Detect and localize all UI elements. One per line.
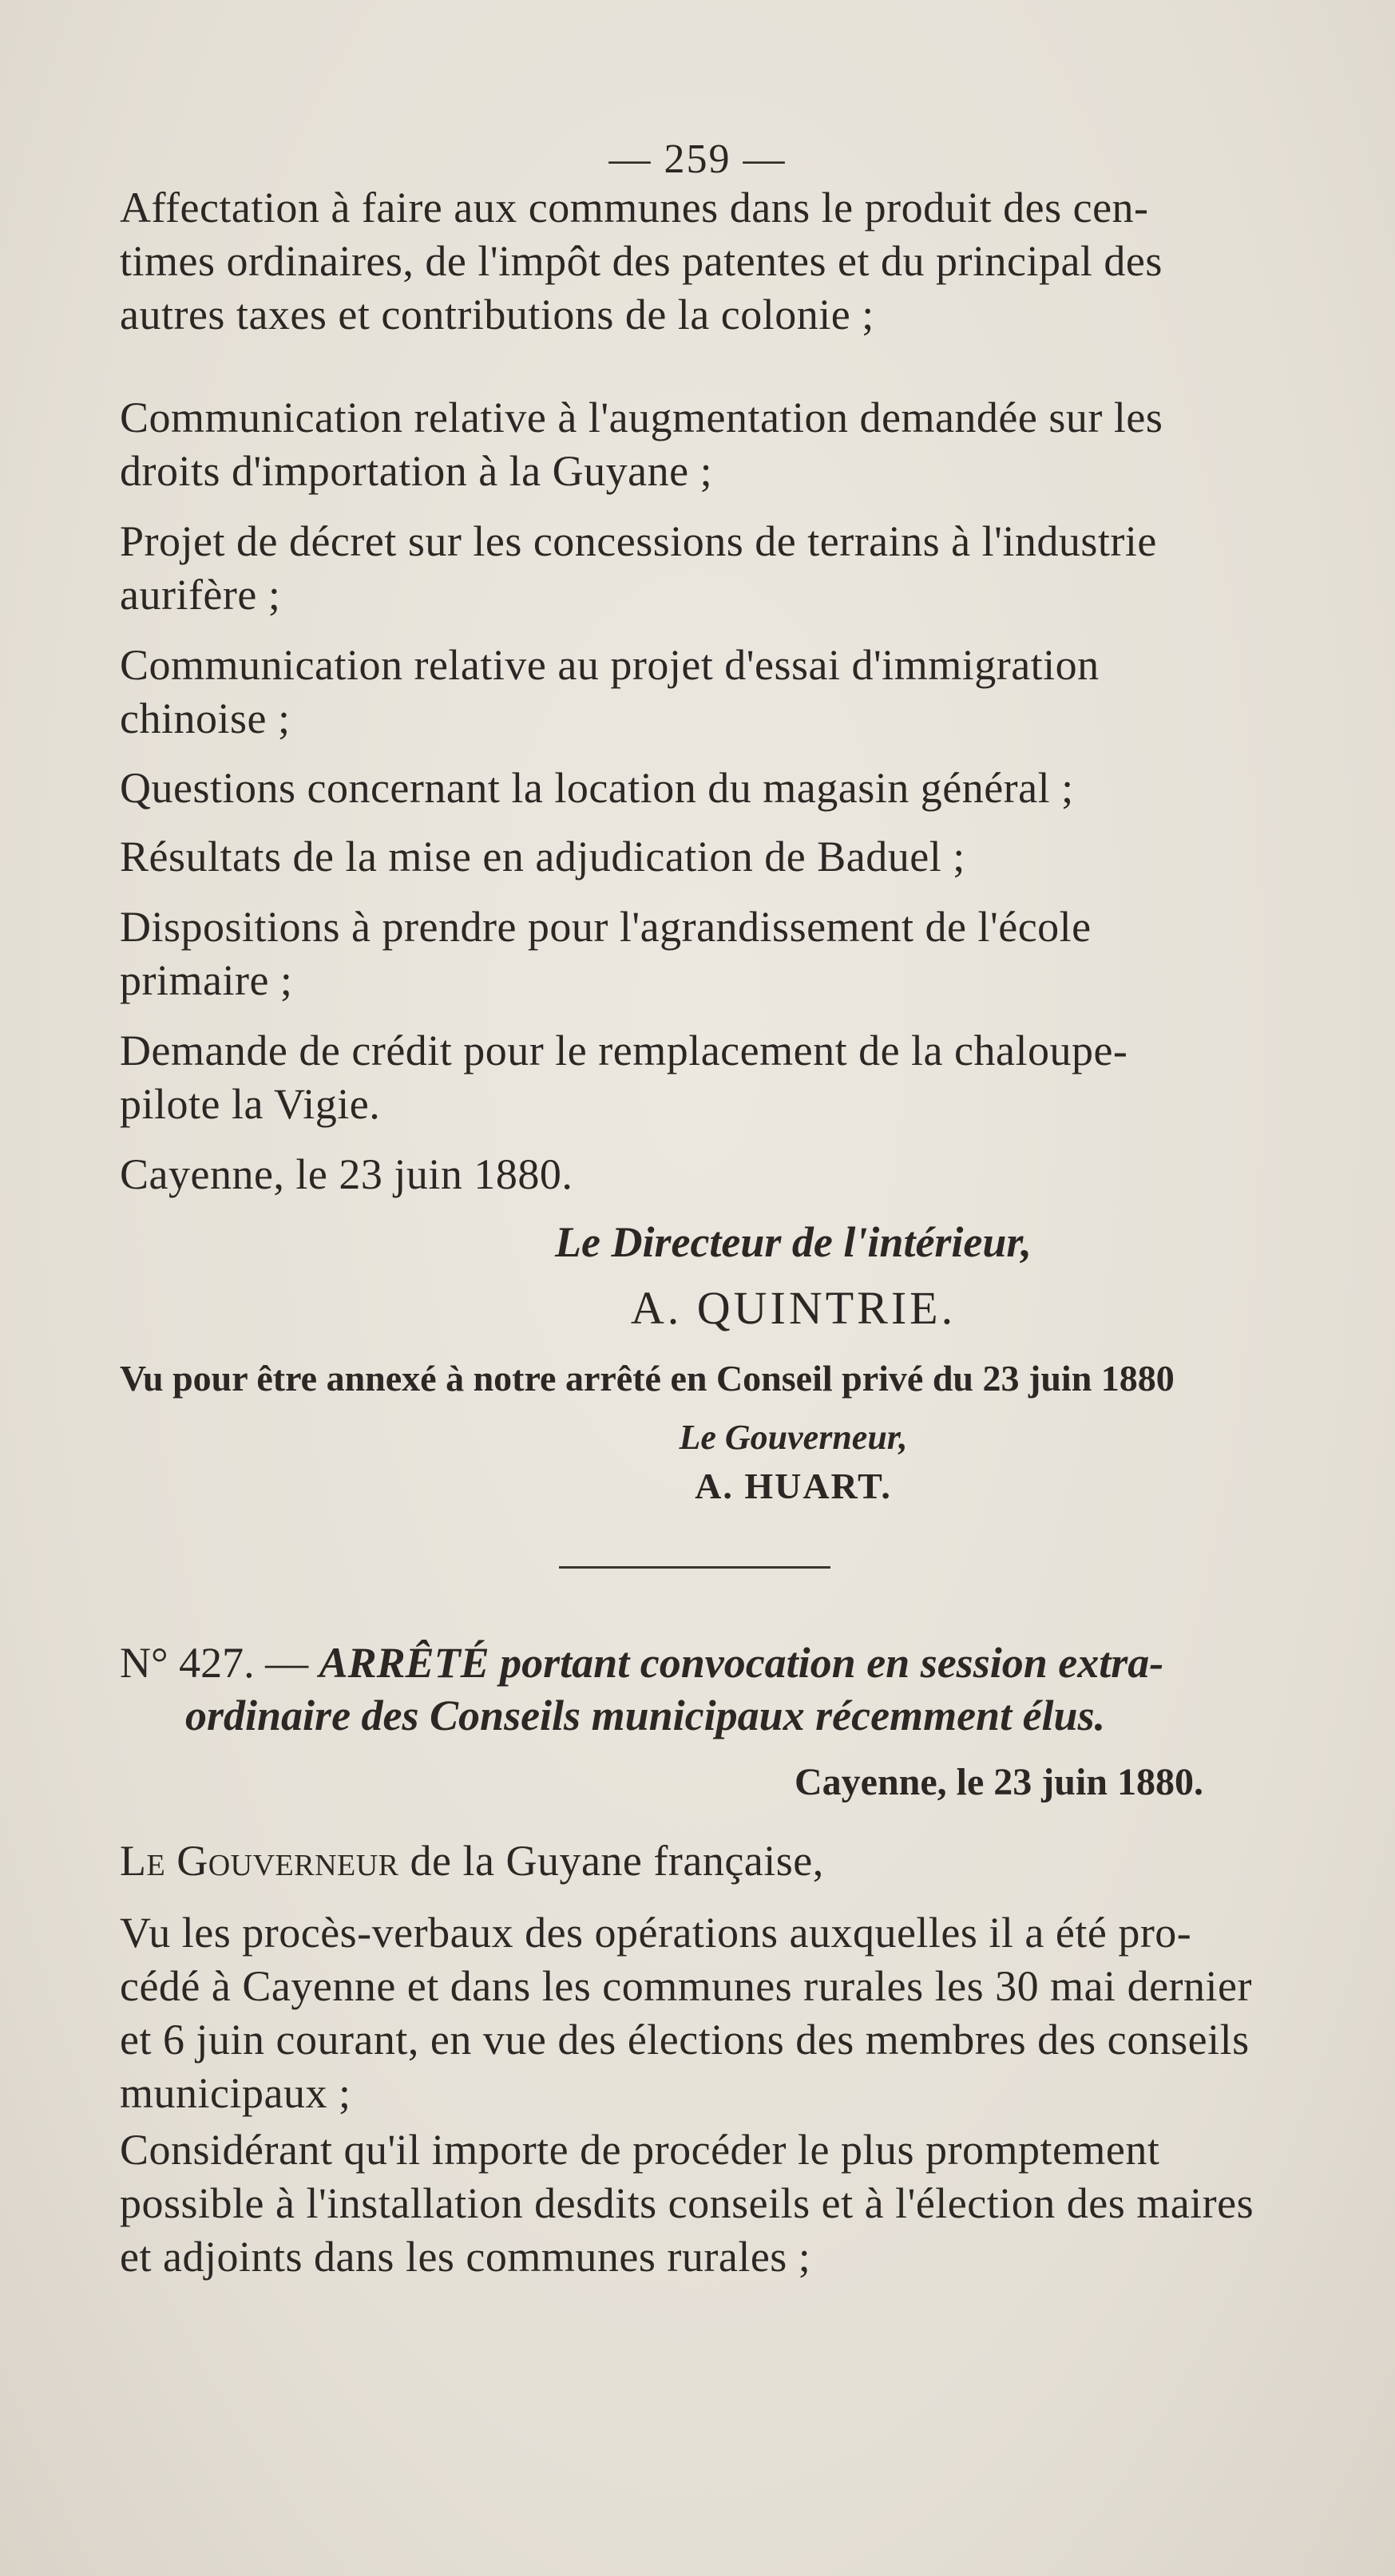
text-line: et adjoints dans les communes rurales ; <box>120 2233 811 2281</box>
separator-rule <box>559 1566 830 1569</box>
text-line: droits d'importation à la Guyane ; <box>120 447 713 495</box>
text-line: et 6 juin courant, en vue des élections des membres des conseils <box>120 2016 1250 2064</box>
text-line: pilote la Vigie. <box>120 1080 381 1128</box>
signature-name: A. QUINTRIE. <box>630 1282 957 1334</box>
text-line: Communication relative à l'augmentation demandée sur les <box>120 394 1163 441</box>
text-line: autres taxes et contributions de la colonie ; <box>120 291 874 338</box>
text-line: Vu les procès-verbaux des opérations auxquelles il a été pro- <box>120 1909 1192 1957</box>
text-line: Dispositions à prendre pour l'agrandissement de l'école <box>120 903 1092 951</box>
text-line: Communication relative au projet d'essai d'immigration <box>120 641 1100 689</box>
text-line: primaire ; <box>120 956 293 1004</box>
page-number: — 259 — <box>608 137 787 182</box>
text-line: cédé à Cayenne et dans les communes rurales les 30 mai dernier <box>120 1962 1252 2010</box>
text-line: Affectation à faire aux communes dans le produit des cen- <box>120 184 1149 231</box>
governor-title: Le Gouverneur, <box>679 1418 908 1457</box>
text-line: possible à l'installation desdits conseils et à l'élection des maires <box>120 2179 1254 2227</box>
text-line: aurifère ; <box>120 571 281 619</box>
text-line: Projet de décret sur les concessions de terrains à l'industrie <box>120 517 1157 565</box>
signature-title: Le Directeur de l'intérieur, <box>555 1218 1032 1266</box>
governor-name: A. HUART. <box>695 1466 892 1506</box>
decree-title-2: ordinaire des Conseils municipaux récemment élus. <box>185 1692 1106 1739</box>
text-line: times ordinaires, de l'impôt des patentes et du principal des <box>120 237 1163 285</box>
governor-lead: Le Gouverneur <box>120 1837 399 1885</box>
text-line: Résultats de la mise en adjudication de Baduel ; <box>120 833 965 880</box>
governor-rest: de la Guyane française, <box>398 1837 824 1885</box>
governor-line <box>120 1834 1286 1888</box>
text-line: Demande de crédit pour le remplacement de la chaloupe- <box>120 1027 1128 1074</box>
text-line: Considérant qu'il importe de procéder le plus promptement <box>120 2126 1160 2174</box>
text-line: chinoise ; <box>120 694 291 742</box>
annex-note: Vu pour être annexé à notre arrêté en Conseil privé du 23 juin 1880 <box>120 1358 1175 1399</box>
decree-number: N° 427. — <box>120 1639 309 1687</box>
decree-heading <box>120 1636 1286 1689</box>
decree-heading-cont <box>120 1689 1351 1742</box>
text-line: Questions concernant la location du magasin général ; <box>120 764 1074 812</box>
decree-title-1: ARRÊTÉ portant convocation en session extra- <box>319 1639 1164 1687</box>
text-line: municipaux ; <box>120 2069 351 2117</box>
date-line: Cayenne, le 23 juin 1880. <box>120 1150 573 1198</box>
decree-date: Cayenne, le 23 juin 1880. <box>794 1761 1203 1803</box>
